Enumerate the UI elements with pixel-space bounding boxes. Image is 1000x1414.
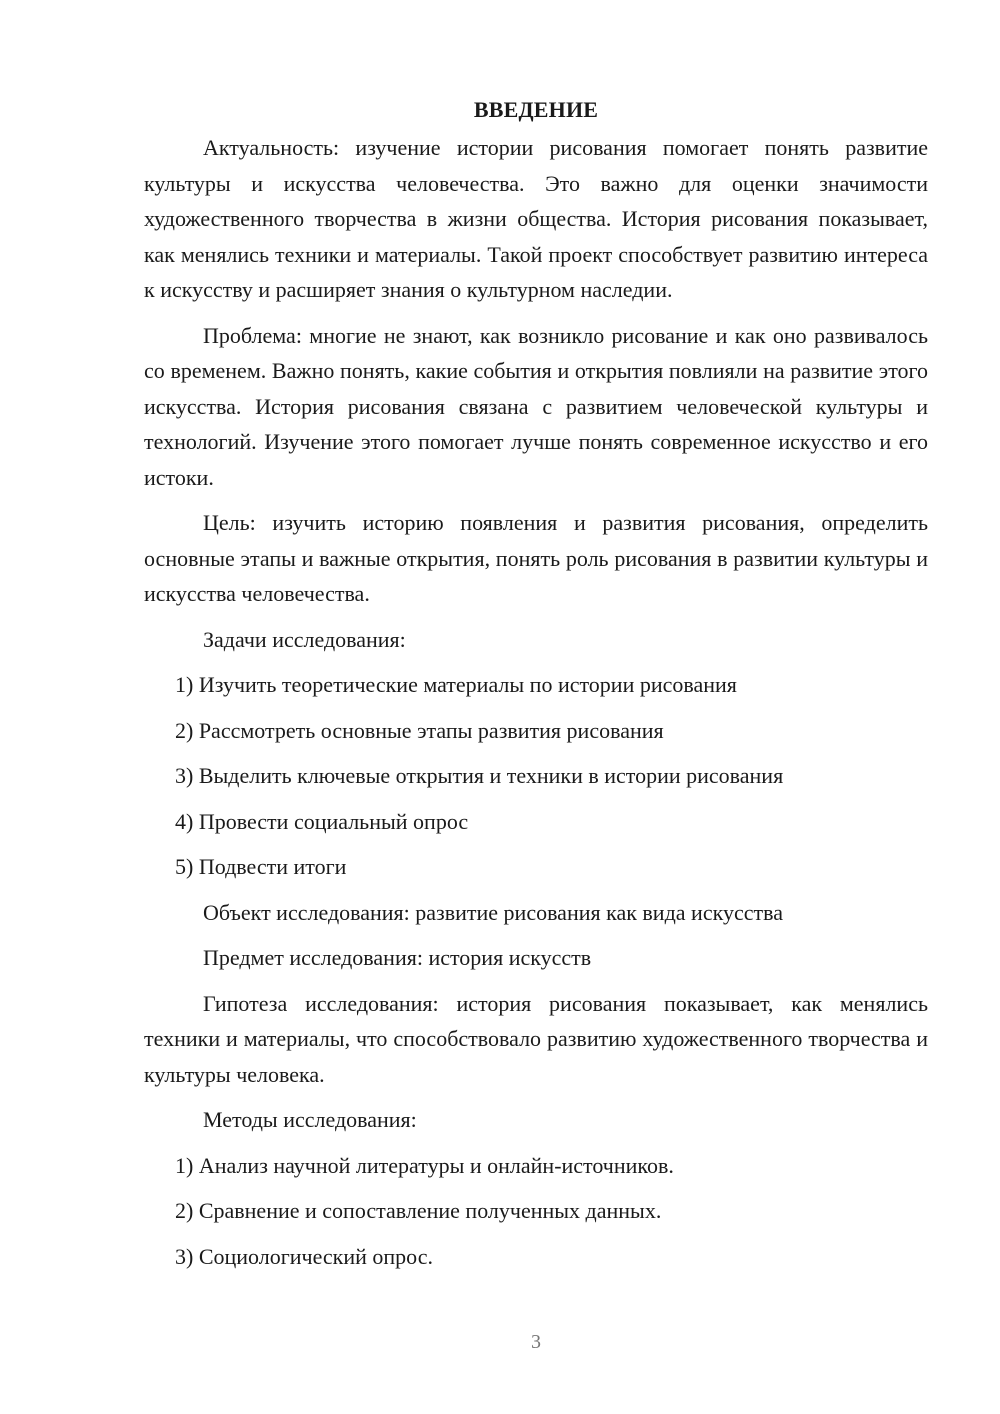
tasks-heading: Задачи исследования:: [203, 626, 406, 652]
list-item: 4) Провести социальный опрос: [175, 808, 469, 834]
page-title: ВВЕДЕНИЕ: [473, 97, 599, 122]
list-item: 3) Выделить ключевые открытия и техники в истории рисования: [175, 763, 784, 788]
list-item: 5) Подвести итоги: [175, 854, 347, 879]
methods-list: [144, 1148, 928, 1275]
list-item: 1) Анализ научной литературы и онлайн-источников.: [175, 1152, 674, 1178]
list-item: 2) Сравнение и сопоставление полученных данных.: [175, 1198, 662, 1223]
list-item: 2) Рассмотреть основные этапы развития рисования: [175, 717, 664, 743]
goal-paragraph: Цель: изучить историю появления и развития рисования, определить основные этапы и важные открытия, понять роль рисования в развитии культуры и искусства человечества.: [144, 510, 928, 606]
problem-paragraph: Проблема: многие не знают, как возникло рисование и как оно развивалось со временем. Важно понять, какие события и открытия повлияли на развитие этого искусства. История рисования связана с развитием человеческой культуры и технологий. Изучение этого помогает лучше понять современное искусство и его истоки.: [144, 322, 928, 490]
methods-heading: Методы исследования:: [203, 1107, 417, 1132]
subject-statement: Предмет исследования: история искусств: [203, 945, 592, 970]
relevance-paragraph: Актуальность: изучение истории рисования помогает понять развитие культуры и искусства человечества. Это важно для оценки значимости художественного творчества в жизни общества. История рисования показывает, как менялись техники и материалы. Такой проект способствует развитию интереса к искусству и расширяет знания о культурном наследии.: [144, 135, 928, 302]
object-statement: Объект исследования: развитие рисования как вида искусства: [203, 899, 783, 925]
list-item: 3) Социологический опрос.: [175, 1243, 433, 1269]
page-number: 3: [531, 1331, 541, 1353]
list-item: 1) Изучить теоретические материалы по истории рисования: [175, 672, 737, 697]
hypothesis-paragraph: Гипотеза исследования: история рисования показывает, как менялись техники и материалы, что способствовало развитию художественного творчества и культуры человека.: [144, 990, 928, 1087]
page-body: [144, 92, 928, 1284]
tasks-list: [144, 667, 928, 885]
